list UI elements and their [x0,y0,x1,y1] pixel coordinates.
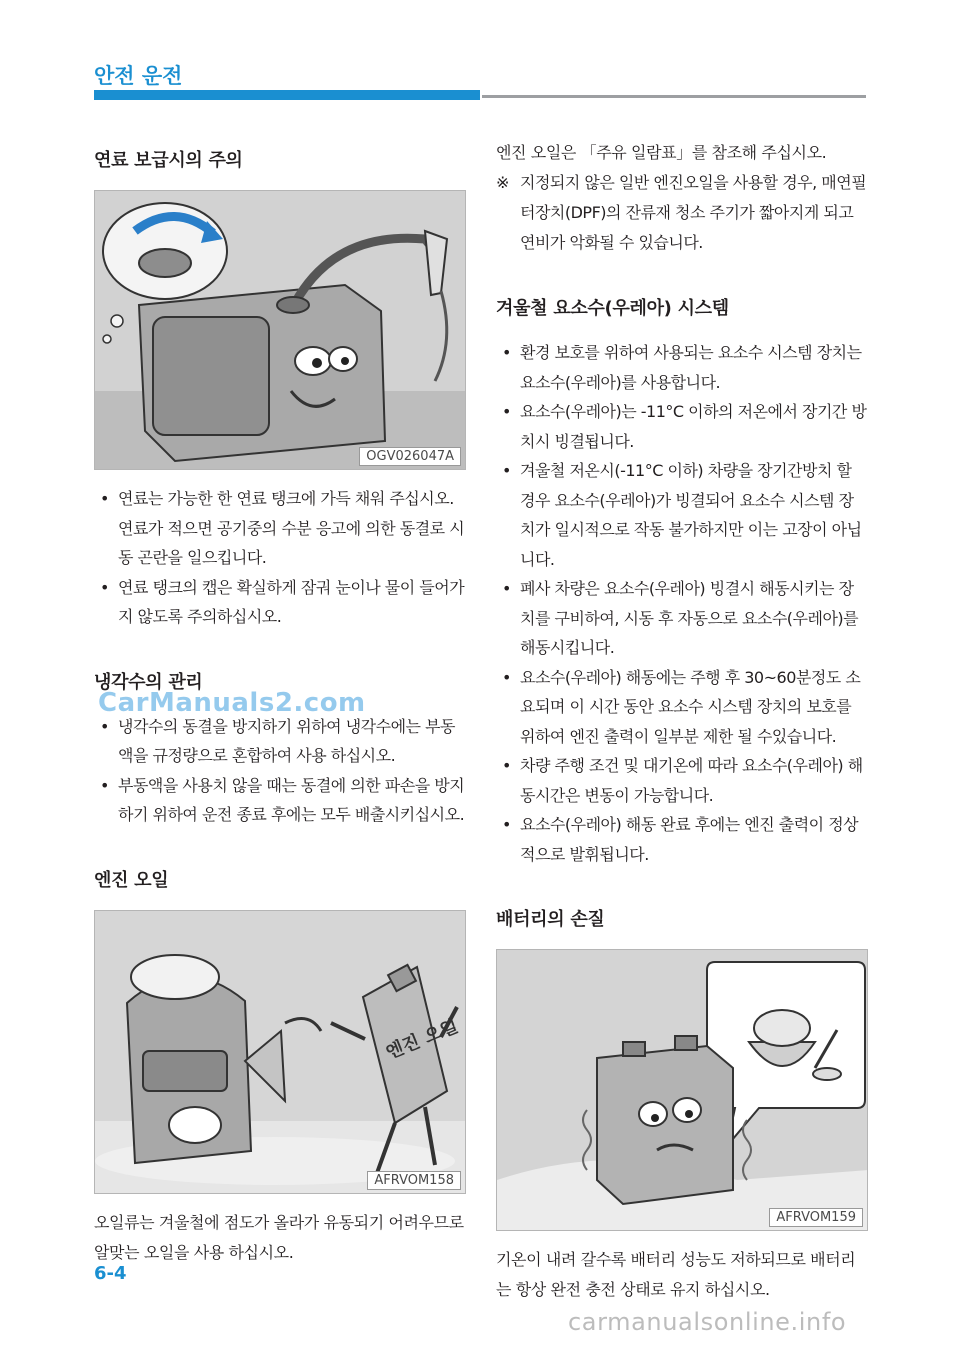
note-text: 지정되지 않은 일반 엔진오일을 사용할 경우, 매연필터장치(DPF)의 잔류재 청소 주기가 짧아지게 되고 연비가 악화될 수 있습니다. [520,173,867,252]
engine-oil-reference: 엔진 오일은 「주유 일람표」를 참조해 주십시오. [496,143,827,162]
list-item: • 환경 보호를 위하여 사용되는 요소수 시스템 장치는 요소수(우레아)를 사용합니다. [496,338,868,397]
section-tab: 안전 운전 [94,64,183,88]
urea-bullet-list [496,338,868,869]
engine-oil-illustration [94,910,466,1194]
list-item: • 연료 탱크의 캡은 확실하게 잠궈 눈이나 물이 들어가지 않도록 주의하십시오. [94,573,466,632]
list-item: • 냉각수의 동결을 방지하기 위하여 냉각수에는 부동액을 규정량으로 혼합하여 사용 하십시오. [94,712,466,771]
engine-oil-text: 오일류는 겨울철에 점도가 올라가 유동되기 어려우므로 알맞는 오일을 사용 하십시오. [94,1212,464,1262]
list-item: • 차량 주행 조건 및 대기온에 따라 요소수(우레아) 해동시간은 변동이 가능합니다. [496,751,868,810]
list-item: • 겨울철 저온시(-11°C 이하) 차량을 장기간방치 할 경우 요소수(우레아)가 빙결되어 요소수 시스템 장치가 일시적으로 작동 불가하지만 이는 고장이 아닙니다. [496,456,868,574]
figure-code: AFRVOM159 [769,1208,863,1227]
engine-oil-heading: 엔진 오일 [94,869,169,891]
fuel-illustration [94,190,466,470]
figure-code: OGV026047A [359,447,461,466]
watermark: CarManuals2.com [98,688,366,718]
header-rule [482,95,866,98]
list-item: • 요소수(우레아) 해동 완료 후에는 엔진 출력이 정상적으로 발휘됩니다. [496,810,868,869]
list-item: • 부동액을 사용치 않을 때는 동결에 의한 파손을 방지하기 위하여 운전 종료 후에는 모두 배출시키십시오. [94,771,466,830]
battery-image [497,950,868,1231]
right-column [496,143,868,1305]
fuel-tank-image [95,191,466,470]
battery-heading: 배터리의 손질 [496,909,605,930]
fuel-bullet-list [94,484,466,632]
list-item: • 요소수(우레아) 해동에는 주행 후 30~60분정도 소요되며 이 시간 동안 요소수 시스템 장치의 보호를 위하여 엔진 출력이 일부분 제한 될 수있습니다. [496,663,868,752]
battery-text: 기온이 내려 갈수록 배터리 성능도 저하되므로 배터리는 항상 완전 충전 상태로 유지 하십시오. [496,1250,856,1299]
coolant-heading: 냉각수의 관리 [94,671,203,693]
oil-can-label: 엔진 오일 [383,1015,462,1063]
note-mark: ※ [496,173,509,192]
list-item: • 폐사 차량은 요소수(우레아) 빙결시 해동시키는 장치를 구비하여, 시동 후 자동으로 요소수(우레아)를 해동시킵니다. [496,574,868,663]
page-number: 6-4 [94,1263,127,1284]
footer-site: carmanualsonline.info [568,1308,847,1336]
coolant-bullet-list [94,712,466,830]
figure-code: AFRVOM158 [367,1171,461,1190]
header-rule-accent [94,90,480,100]
battery-illustration [496,949,868,1231]
engine-oil-image [95,911,466,1194]
urea-heading: 겨울철 요소수(우레아) 시스템 [496,298,729,319]
fuel-heading: 연료 보급시의 주의 [94,150,243,171]
list-item: • 요소수(우레아)는 -11°C 이하의 저온에서 장기간 방치시 빙결됩니다. [496,397,868,456]
engine-oil-note [496,168,868,258]
list-item: • 연료는 가능한 한 연료 탱크에 가득 채워 주십시오. 연료가 적으면 공기중의 수분 응고에 의한 동결로 시동 곤란을 일으킵니다. [94,484,466,573]
